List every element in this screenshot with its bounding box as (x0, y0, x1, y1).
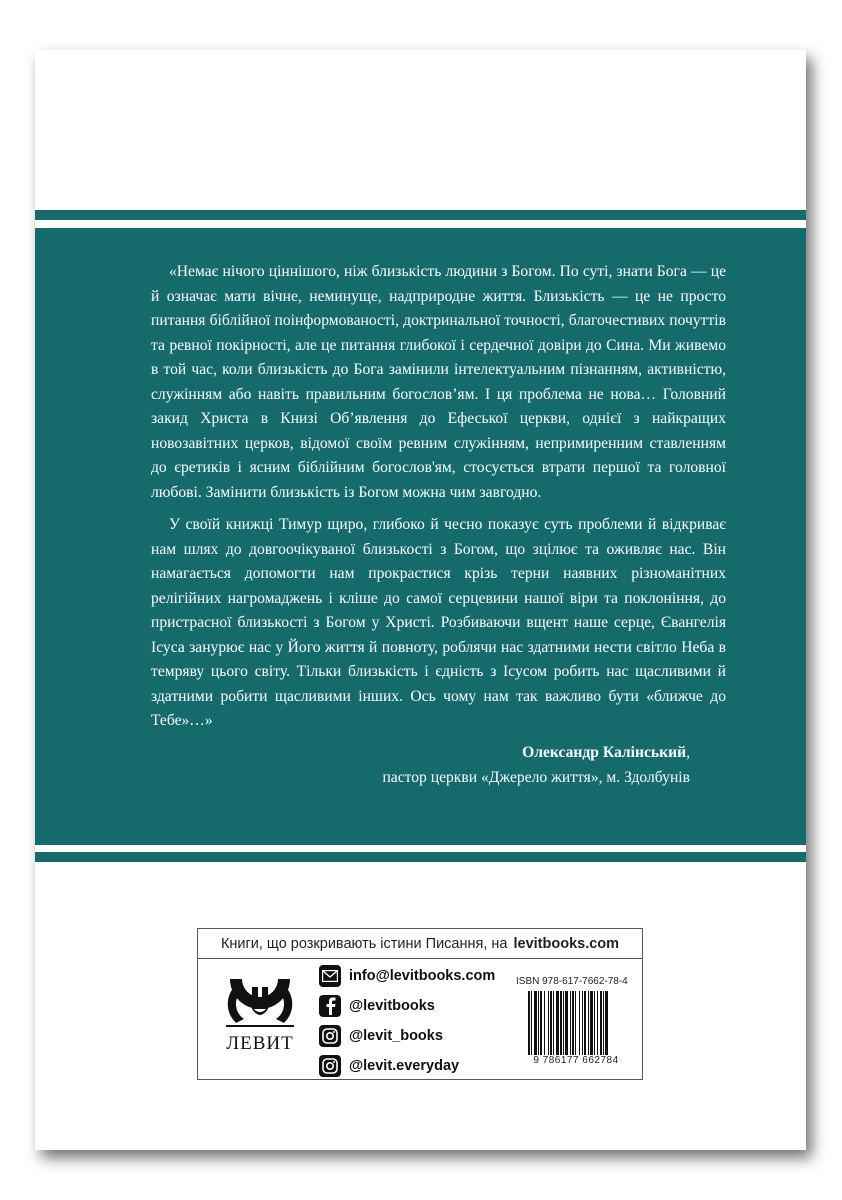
levit-logo-mark (222, 973, 298, 1033)
isbn-label: ISBN 978-617-7662-78-4 (516, 976, 628, 987)
contact-facebook[interactable] (319, 991, 495, 1021)
isbn-barcode (526, 991, 636, 1059)
book-back-cover (35, 50, 806, 1150)
email-icon (319, 965, 341, 987)
top-stripe (35, 210, 806, 220)
barcode-digits: 9 786177 662784 (533, 1055, 619, 1066)
bottom-stripe (35, 852, 806, 862)
author-title: пастор церкви «Джерело життя», м. Здолбунів (382, 768, 690, 786)
facebook-handle: @levitbooks (349, 998, 435, 1014)
contact-email[interactable] (319, 961, 495, 991)
instagram-handle-1: @levit_books (349, 1028, 443, 1044)
instagram-icon (319, 1055, 341, 1077)
contact-instagram-1[interactable] (319, 1021, 495, 1051)
levit-logo (222, 973, 298, 1061)
publisher-header (198, 929, 642, 959)
blurb-paragraph-2: У своїй книжці Тимур щиро, глибоко й чесно показує суть проблеми й відкриває нам шлях до довгоочікуваної близькості з Богом, що зцілює та оживляє нас. Він намагається допомогти нам прокрастися крізь терни наявних різноманітних релігійних нагромаджень і кліше до самої серцевини нашої віри та поклоніння, до пристрасної близькості з Богом у Христі. Розбиваючи вщент наше серце, Євангелія Ісуса занурює нас у Його життя й повноту, роблячи нас здатними нести світло Неба в темряву цього світу. Тільки близькість і єдність з Ісусом робить нас щасливими й здатними робити щасливими інших. Ось чому нам так важливо бути «ближче до Тебе»…» (151, 516, 726, 729)
blurb-paragraph-1: «Немає нічого ціннішого, ніж близькість людини з Богом. По суті, знати Бога — це й означає мати вічне, неминуще, надприродне життя. Близькість — це не просто питання біблійної поінформованості, доктринальної точності, благочестивих почуттів та ревної покірності, але це питання глибокої і сердечної довіри до Сина. Ми живемо в той час, коли близькість до Бога замінили інтелектуальним пізнанням, активністю, служінням або навіть правильним богослов’ям. І ця проблема не нова… Головний закид Христа в Книзі Об’явлення до Ефеської церкви, однієї з найкращих новозавітних церков, відомої своїм ревним служінням, непримиренним ставленням до єретиків і ясним біблійним богослов'ям, стосується втрати першої та головної любові. Замінити близькість із Богом можна чим завгодно. (151, 263, 726, 501)
instagram-icon (319, 1025, 341, 1047)
publisher-info-box (197, 928, 643, 1080)
facebook-icon (319, 995, 341, 1017)
author-attribution (115, 741, 690, 790)
publisher-website[interactable]: levitbooks.com (513, 935, 620, 952)
publisher-header-text: Книги, що розкривають істини Писання, на (220, 935, 508, 952)
instagram-handle-2: @levit.everyday (349, 1058, 460, 1074)
contact-instagram-2[interactable] (319, 1051, 495, 1081)
blurb-text (151, 260, 726, 734)
contact-list (319, 961, 495, 1081)
email-address: info@levitbooks.com (349, 968, 496, 984)
author-name: Олександр Калінський, (522, 744, 690, 761)
logo-text: ЛЕВИТ (226, 1033, 294, 1054)
